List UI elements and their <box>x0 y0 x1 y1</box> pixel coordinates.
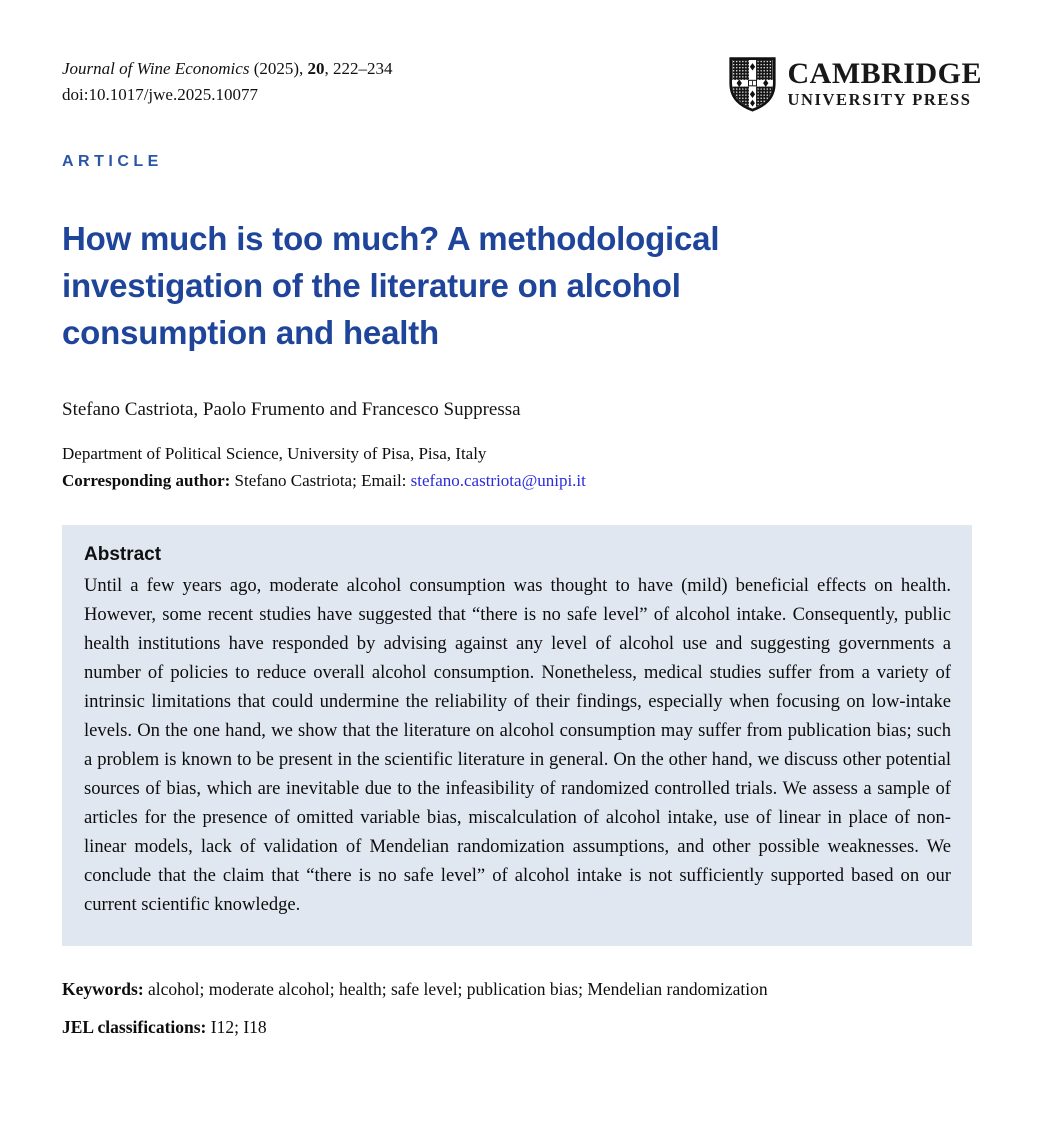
keywords-text: alcohol; moderate alcohol; health; safe level; publication bias; Mendelian randomization <box>143 979 768 999</box>
corresponding-author-line <box>62 470 982 492</box>
publisher-name-line2: UNIVERSITY PRESS <box>787 90 972 109</box>
publisher-name <box>787 59 982 110</box>
article-title-line: consumption and health <box>62 314 439 351</box>
keywords-label: Keywords: <box>62 979 144 999</box>
article-title-line: How much is too much? A methodological <box>62 220 720 257</box>
article-title-line: investigation of the literature on alcohol <box>62 267 681 304</box>
masthead <box>62 56 982 112</box>
jel-label: JEL classifications: <box>62 1017 207 1037</box>
affiliation: Department of Political Science, University of Pisa, Pisa, Italy <box>62 444 487 463</box>
article-title <box>62 215 982 356</box>
abstract-heading: Abstract <box>84 544 162 565</box>
cambridge-shield-icon <box>729 57 776 112</box>
jel-text: I12; I18 <box>206 1017 267 1037</box>
citation-pages: , 222–234 <box>324 59 393 78</box>
jel-line <box>62 1016 982 1039</box>
corresponding-email-link[interactable]: stefano.castriota@unipi.it <box>410 471 586 490</box>
article-type-label: ARTICLE <box>62 153 163 170</box>
journal-name: Journal of Wine Economics <box>62 59 250 78</box>
publisher-name-line1: CAMBRIDGE <box>787 57 982 90</box>
journal-citation <box>62 56 393 108</box>
citation-volume: 20 <box>307 59 325 78</box>
corresponding-author-name: Stefano Castriota; Email: <box>230 471 411 490</box>
keywords-line <box>62 978 982 1001</box>
abstract-box <box>62 525 972 946</box>
author-list: Stefano Castriota, Paolo Frumento and Francesco Suppressa <box>62 399 521 420</box>
abstract-text: Until a few years ago, moderate alcohol consumption was thought to have (mild) beneficial effects on health. However, some recent studies have suggested that “there is no safe level” of alcohol intake. Consequently, public health institutions have responded by advising against any level of alcohol use and suggesting governments a number of policies to reduce overall alcohol consumption. Nonetheless, medical studies suffer from a variety of intrinsic limitations that could undermine the reliability of their findings, especially when focusing on low-intake levels. On the one hand, we show that the literature on alcohol consumption may suffer from publication bias; such a problem is known to be present in the scientific literature in general. On the other hand, we discuss other potential sources of bias, which are inevitable due to the infeasibility of randomized controlled trials. We assess a sample of articles for the presence of omitted variable bias, miscalculation of alcohol intake, use of linear in place of non-linear models, lack of validation of Mendelian randomization assumptions, and other possible weaknesses. We conclude that the claim that “there is no safe level” of alcohol intake is not sufficiently supported based on our current scientific knowledge. <box>84 575 951 915</box>
corresponding-author-label: Corresponding author: <box>62 471 231 490</box>
publisher-logo <box>729 57 982 112</box>
journal-citation-line <box>62 59 393 78</box>
doi: doi:10.1017/jwe.2025.10077 <box>62 85 258 104</box>
citation-year: (2025), <box>249 59 308 78</box>
